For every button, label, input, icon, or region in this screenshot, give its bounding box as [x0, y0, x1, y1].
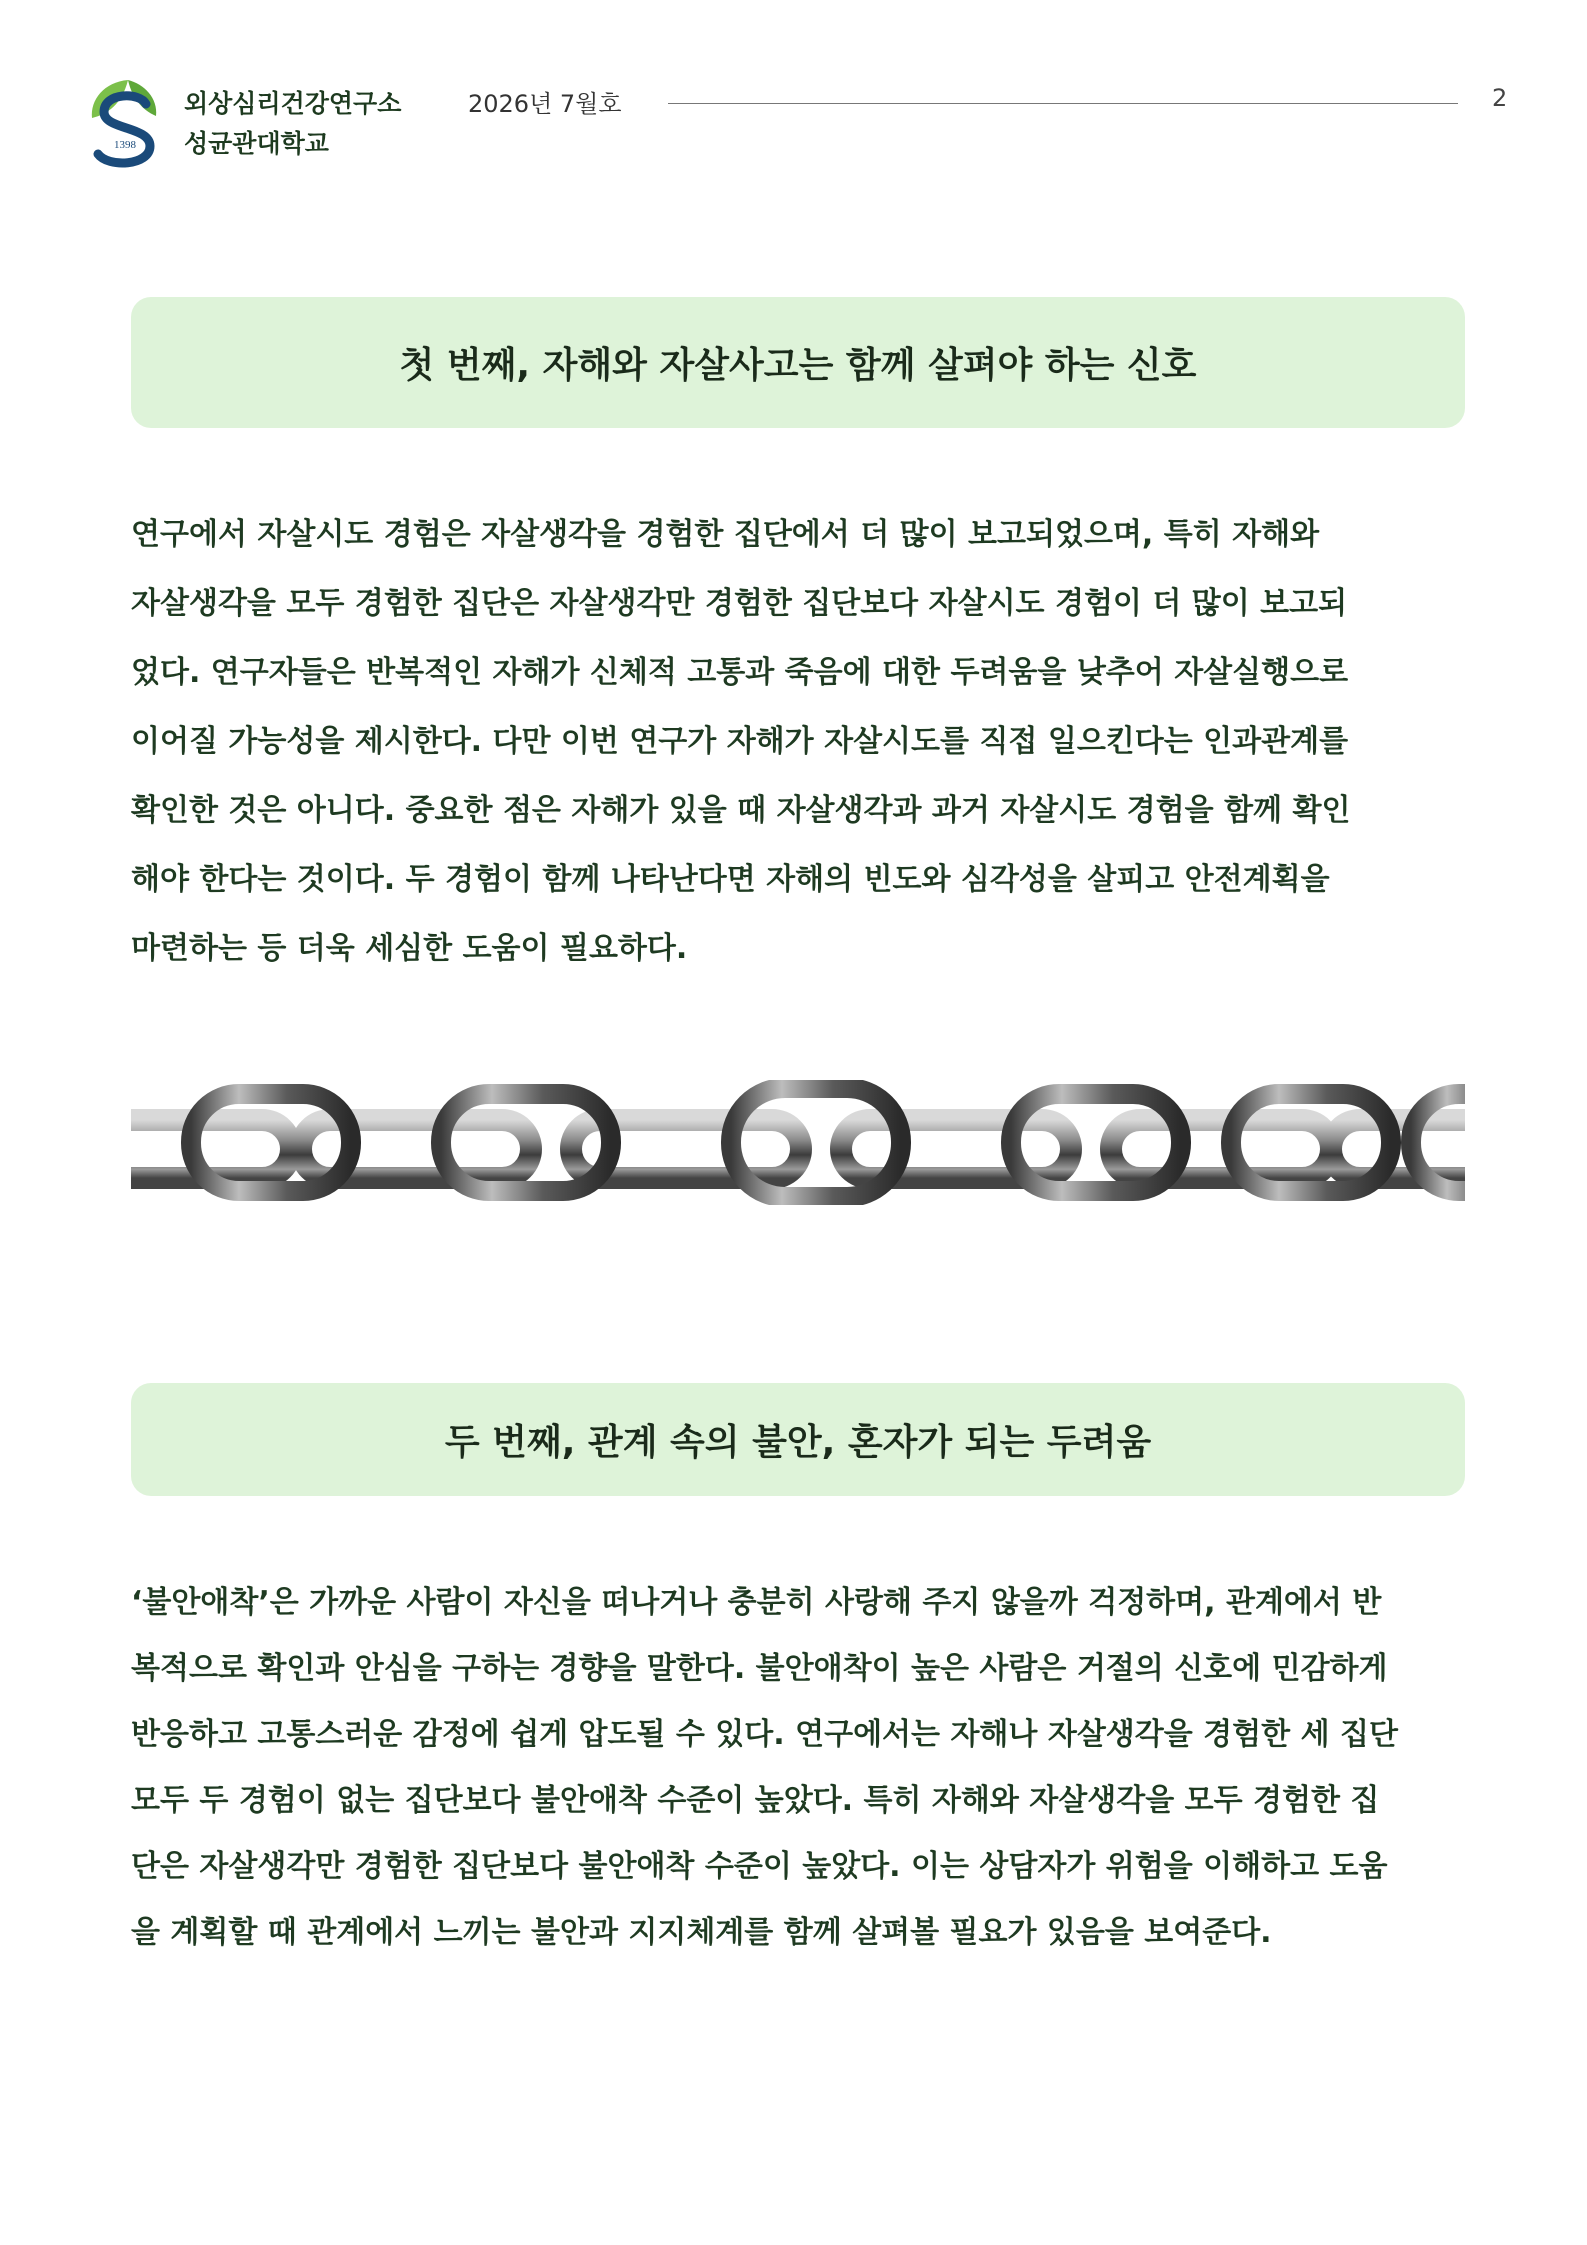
body-line: 마련하는 등 더욱 세심한 도움이 필요하다. [131, 931, 688, 966]
issue-date: 2026년 7월호 [468, 90, 622, 118]
svg-text:1398: 1398 [114, 139, 136, 151]
body-line: 을 계획할 때 관계에서 느끼는 불안과 지지체계를 함께 살펴볼 필요가 있음을 보여준다. [131, 1915, 1272, 1950]
body-line: 복적으로 확인과 안심을 구하는 경향을 말한다. 불안애착이 높은 사람은 거절의 신호에 민감하게 [131, 1651, 1388, 1686]
section-2-body [131, 1570, 1471, 1966]
body-line: 이어질 가능성을 제시한다. 다만 이번 연구가 자해가 자살시도를 직접 일으킨다는 인과관계를 [131, 724, 1349, 759]
body-line: 확인한 것은 아니다. 중요한 점은 자해가 있을 때 자살생각과 과거 자살시도 경험을 함께 확인 [131, 793, 1351, 828]
org-line-1: 외상심리건강연구소 [184, 89, 402, 118]
body-line: 단은 자살생각만 경험한 집단보다 불안애착 수준이 높았다. 이는 상담자가 위험을 이해하고 도움 [131, 1849, 1388, 1884]
section-2-banner [131, 1383, 1465, 1496]
section-1-title: 첫 번째, 자해와 자살사고는 함께 살펴야 하는 신호 [399, 345, 1197, 386]
chain-image [131, 1080, 1465, 1205]
section-1-body [131, 500, 1471, 983]
body-line: 해야 한다는 것이다. 두 경험이 함께 나타난다면 자해의 빈도와 심각성을 살피고 안전계획을 [131, 862, 1330, 897]
university-logo-icon [84, 74, 168, 170]
body-line: 자살생각을 모두 경험한 집단은 자살생각만 경험한 집단보다 자살시도 경험이 더 많이 보고되 [131, 586, 1348, 621]
body-line: 연구에서 자살시도 경험은 자살생각을 경험한 집단에서 더 많이 보고되었으며, 특히 자해와 [131, 517, 1320, 552]
body-line: ‘불안애착’은 가까운 사람이 자신을 떠나거나 충분히 사랑해 주지 않을까 걱정하며, 관계에서 반 [131, 1585, 1382, 1620]
page-number: 2 [1492, 84, 1508, 112]
body-line: 반응하고 고통스러운 감정에 쉽게 압도될 수 있다. 연구에서는 자해나 자살생각을 경험한 세 집단 [131, 1717, 1398, 1752]
page-header [84, 70, 1514, 180]
body-line: 었다. 연구자들은 반복적인 자해가 신체적 고통과 죽음에 대한 두려움을 낮추어 자살실행으로 [131, 655, 1349, 690]
section-2-title: 두 번째, 관계 속의 불안, 혼자가 되는 두려움 [444, 1422, 1152, 1463]
header-divider [668, 103, 1458, 104]
org-line-2: 성균관대학교 [184, 129, 329, 158]
section-1-banner [131, 297, 1465, 428]
body-line: 모두 두 경험이 없는 집단보다 불안애착 수준이 높았다. 특히 자해와 자살생각을 모두 경험한 집 [131, 1783, 1380, 1818]
organization-name [184, 84, 401, 164]
